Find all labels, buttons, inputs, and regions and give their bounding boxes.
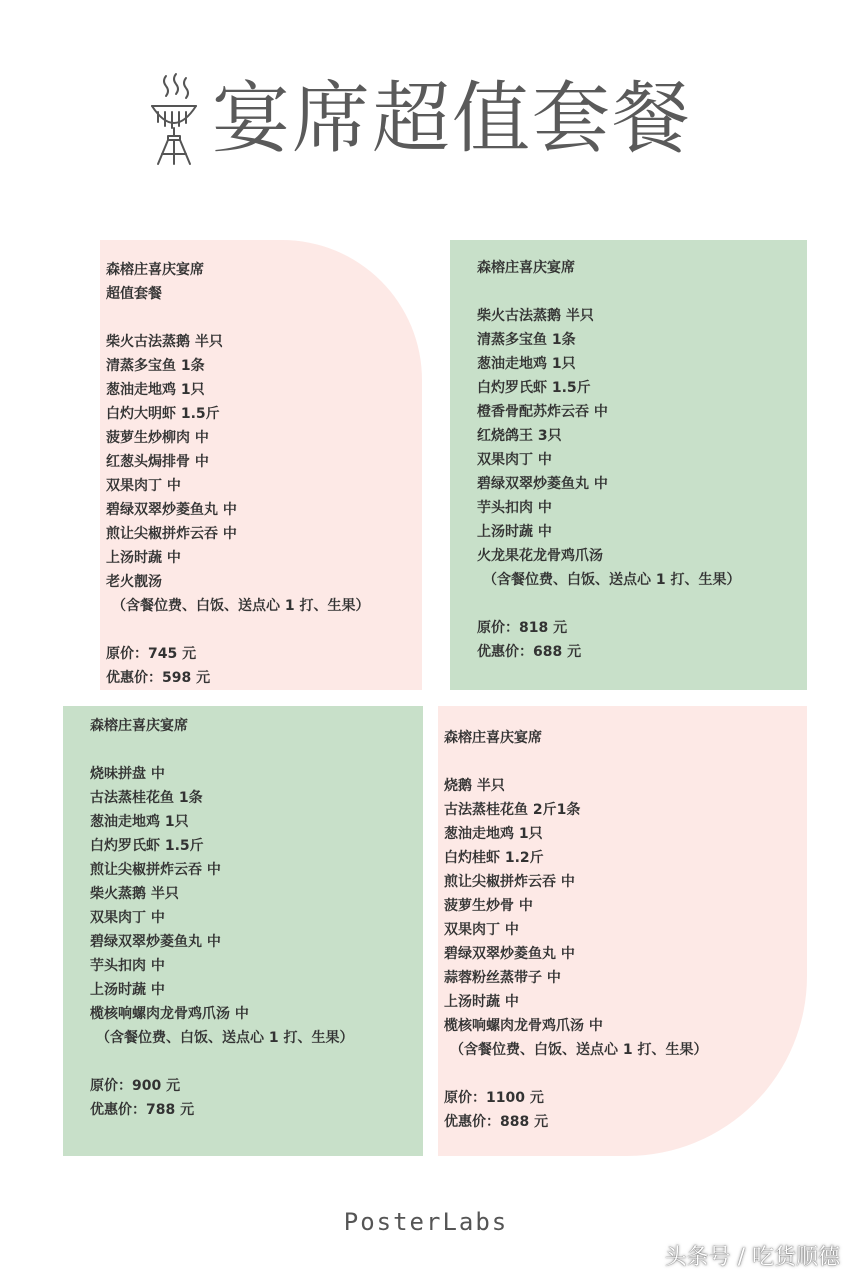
menu-card-body bbox=[106, 258, 370, 690]
dish-item: 柴火古法蒸鹅 半只 bbox=[477, 308, 594, 324]
discount-price: 优惠价：888 元 bbox=[444, 1114, 549, 1130]
card-subheading: 超值套餐 bbox=[106, 286, 162, 302]
original-price: 原价：745 元 bbox=[106, 646, 197, 662]
menu-card-body bbox=[90, 714, 354, 1122]
dish-item: 清蒸多宝鱼 1条 bbox=[477, 332, 576, 348]
watermark-text: 头条号 / 吃货顺德 bbox=[664, 1245, 840, 1270]
dish-item: 菠萝生炒骨 中 bbox=[444, 898, 533, 914]
dish-item: 上汤时蔬 中 bbox=[444, 994, 519, 1010]
dish-item: 白灼罗氏虾 1.5斤 bbox=[477, 380, 591, 396]
dish-item: 烧味拼盘 中 bbox=[90, 766, 165, 782]
original-price: 原价：818 元 bbox=[477, 620, 568, 636]
dish-item: 清蒸多宝鱼 1条 bbox=[106, 358, 205, 374]
package-note: （含餐位费、白饭、送点心 1 打、生果） bbox=[450, 1042, 708, 1058]
dish-item: 老火靓汤 bbox=[106, 574, 162, 590]
dish-item: 碧绿双翠炒菱鱼丸 中 bbox=[444, 946, 575, 962]
dish-item: 古法蒸桂花鱼 2斤1条 bbox=[444, 802, 581, 818]
dish-item: 柴火古法蒸鹅 半只 bbox=[106, 334, 223, 350]
dish-item: 碧绿双翠炒菱鱼丸 中 bbox=[477, 476, 608, 492]
package-note: （含餐位费、白饭、送点心 1 打、生果） bbox=[96, 1030, 354, 1046]
menu-card-4 bbox=[438, 706, 807, 1156]
dish-item: 葱油走地鸡 1只 bbox=[444, 826, 543, 842]
dish-item: 上汤时蔬 中 bbox=[106, 550, 181, 566]
page-title: 宴席超值套餐 bbox=[212, 74, 693, 164]
dish-item: 菠萝生炒柳肉 中 bbox=[106, 430, 209, 446]
dish-item: 煎让尖椒拼炸云吞 中 bbox=[106, 526, 237, 542]
card-heading: 森榕庄喜庆宴席 bbox=[106, 262, 204, 278]
dish-item: 火龙果花龙骨鸡爪汤 bbox=[477, 548, 603, 564]
card-heading: 森榕庄喜庆宴席 bbox=[477, 260, 575, 276]
dish-item: 橙香骨配苏炸云吞 中 bbox=[477, 404, 608, 420]
discount-price: 优惠价：788 元 bbox=[90, 1102, 195, 1118]
dish-item: 碧绿双翠炒菱鱼丸 中 bbox=[90, 934, 221, 950]
menu-card-1 bbox=[100, 240, 422, 690]
menu-card-2 bbox=[450, 240, 807, 690]
dish-item: 葱油走地鸡 1只 bbox=[477, 356, 576, 372]
grill-icon bbox=[146, 72, 202, 168]
dish-item: 上汤时蔬 中 bbox=[90, 982, 165, 998]
dish-item: 红葱头焗排骨 中 bbox=[106, 454, 209, 470]
discount-price: 优惠价：688 元 bbox=[477, 644, 582, 660]
original-price: 原价：900 元 bbox=[90, 1078, 181, 1094]
dish-item: 双果肉丁 中 bbox=[106, 478, 181, 494]
dish-item: 芋头扣肉 中 bbox=[477, 500, 552, 516]
dish-item: 葱油走地鸡 1只 bbox=[106, 382, 205, 398]
dish-item: 煎让尖椒拼炸云吞 中 bbox=[444, 874, 575, 890]
dish-item: 红烧鸽王 3只 bbox=[477, 428, 562, 444]
dish-item: 葱油走地鸡 1只 bbox=[90, 814, 189, 830]
dish-item: 榄核响螺肉龙骨鸡爪汤 中 bbox=[444, 1018, 603, 1034]
posterlabs-logo: PosterLabs bbox=[343, 1208, 509, 1236]
dish-item: 白灼大明虾 1.5斤 bbox=[106, 406, 220, 422]
header bbox=[0, 0, 852, 200]
menu-card-3 bbox=[63, 706, 423, 1156]
package-note: （含餐位费、白饭、送点心 1 打、生果） bbox=[112, 598, 370, 614]
dish-item: 烧鹅 半只 bbox=[444, 778, 505, 794]
dish-item: 古法蒸桂花鱼 1条 bbox=[90, 790, 203, 806]
dish-item: 双果肉丁 中 bbox=[90, 910, 165, 926]
menu-card-body bbox=[444, 726, 708, 1134]
dish-item: 煎让尖椒拼炸云吞 中 bbox=[90, 862, 221, 878]
package-note: （含餐位费、白饭、送点心 1 打、生果） bbox=[483, 572, 741, 588]
discount-price: 优惠价：598 元 bbox=[106, 670, 211, 686]
dish-item: 双果肉丁 中 bbox=[444, 922, 519, 938]
card-heading: 森榕庄喜庆宴席 bbox=[444, 730, 542, 746]
original-price: 原价：1100 元 bbox=[444, 1090, 544, 1106]
dish-item: 蒜蓉粉丝蒸带子 中 bbox=[444, 970, 561, 986]
dish-item: 白灼罗氏虾 1.5斤 bbox=[90, 838, 204, 854]
dish-item: 芋头扣肉 中 bbox=[90, 958, 165, 974]
dish-item: 上汤时蔬 中 bbox=[477, 524, 552, 540]
dish-item: 双果肉丁 中 bbox=[477, 452, 552, 468]
dish-item: 柴火蒸鹅 半只 bbox=[90, 886, 179, 902]
dish-item: 碧绿双翠炒菱鱼丸 中 bbox=[106, 502, 237, 518]
menu-card-body bbox=[477, 256, 741, 664]
dish-item: 榄核响螺肉龙骨鸡爪汤 中 bbox=[90, 1006, 249, 1022]
card-heading: 森榕庄喜庆宴席 bbox=[90, 718, 188, 734]
dish-item: 白灼桂虾 1.2斤 bbox=[444, 850, 544, 866]
